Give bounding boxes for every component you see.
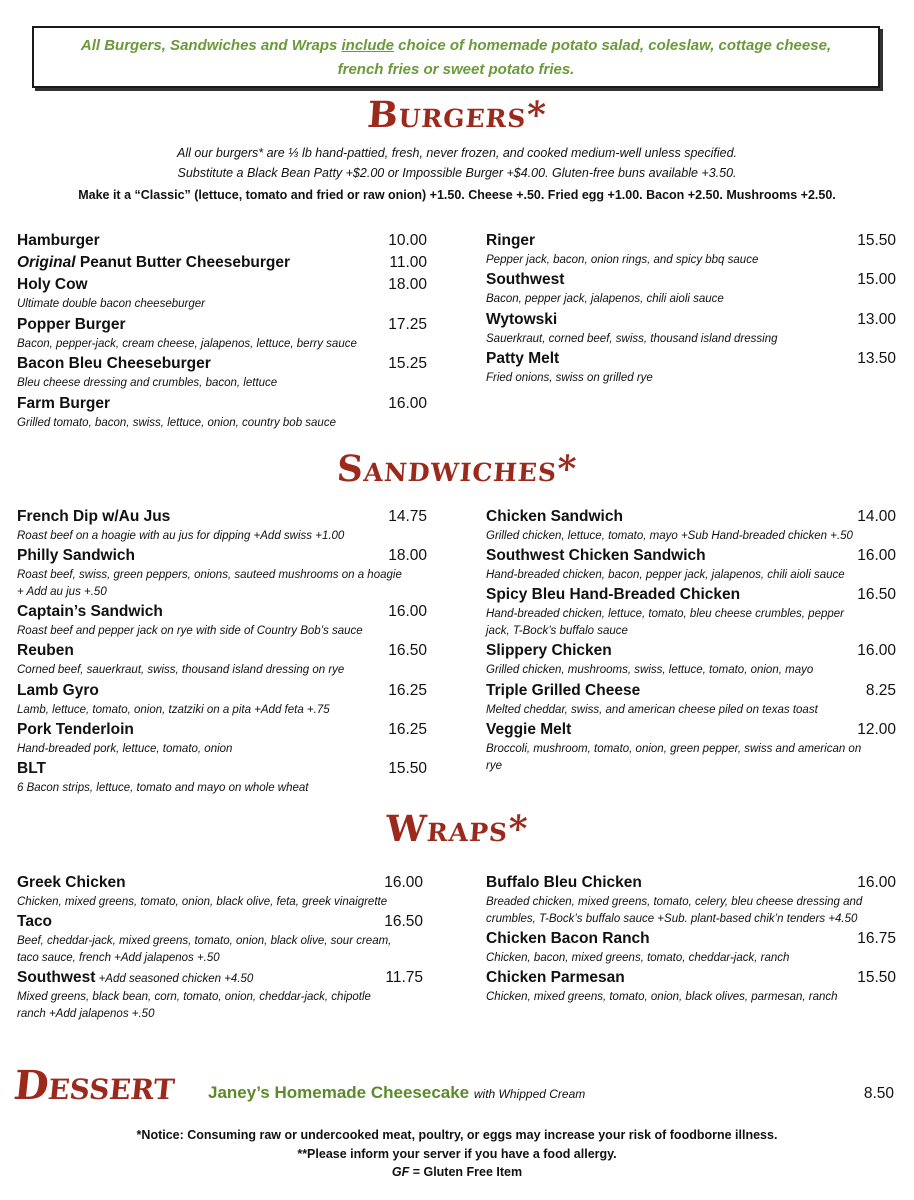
menu-item-name: Chicken Bacon Ranch xyxy=(486,930,650,947)
menu-item-desc: Chicken, bacon, mixed greens, tomato, cheddar-jack, ranch xyxy=(486,952,790,964)
menu-item-desc: Grilled chicken, mushrooms, swiss, lettuce, tomato, onion, mayo xyxy=(486,664,814,676)
banner-line-2: french fries or sweet potato fries. xyxy=(337,61,575,78)
menu-item-desc: Roast beef, swiss, green peppers, onions, sauteed mushrooms on a hoagie xyxy=(17,569,402,581)
menu-item-desc: ranch +Add jalapenos +.50 xyxy=(17,1008,155,1020)
dessert-price: 8.50 xyxy=(863,1085,894,1102)
menu-item-price: 18.00 xyxy=(388,547,427,564)
menu-item-price: 15.00 xyxy=(857,271,896,288)
menu-item-price: 11.75 xyxy=(385,969,423,986)
menu-item-desc: Sauerkraut, corned beef, swiss, thousand island dressing xyxy=(486,333,778,345)
menu-item-desc: jack, T-Bock’s buffalo sauce xyxy=(486,625,628,637)
menu-item-price: 13.00 xyxy=(857,311,896,328)
menu-item-name: Patty Melt xyxy=(486,350,560,367)
menu-item-price: 12.00 xyxy=(857,721,896,738)
menu-item-name: Slippery Chicken xyxy=(486,642,612,659)
menu-item-desc: Mixed greens, black bean, corn, tomato, onion, cheddar-jack, chipotle xyxy=(17,991,371,1003)
menu-item-price: 17.25 xyxy=(388,316,427,333)
sides-banner xyxy=(32,26,880,88)
menu-item-desc: taco sauce, french +Add jalapenos +.50 xyxy=(17,952,220,964)
menu-item-price: 16.25 xyxy=(388,721,427,738)
menu-item-desc: Pepper jack, bacon, onion rings, and spicy bbq sauce xyxy=(486,254,759,266)
dessert-extra: with Whipped Cream xyxy=(473,1087,586,1101)
menu-item-desc: crumbles, T-Bock’s buffalo sauce +Sub. plant-based chik’n tenders +4.50 xyxy=(486,913,858,925)
menu-item-name: Triple Grilled Cheese xyxy=(486,682,641,699)
menu-item-desc: Chicken, mixed greens, tomato, onion, black olives, parmesan, ranch xyxy=(486,991,838,1003)
menu-item-name: Buffalo Bleu Chicken xyxy=(486,874,642,891)
menu-item-desc: Bacon, pepper jack, jalapenos, chili aioli sauce xyxy=(486,293,724,305)
menu-item-price: 11.00 xyxy=(389,254,427,271)
menu-item-desc: Hand-breaded chicken, lettuce, tomato, bleu cheese crumbles, pepper xyxy=(486,608,844,620)
footer-notice: *Notice: Consuming raw or undercooked meat, poultry, or eggs may increase your risk of foodborne illness. xyxy=(136,1128,778,1142)
menu-item-price: 16.00 xyxy=(857,547,896,564)
menu-item-desc: Chicken, mixed greens, tomato, onion, black olive, feta, greek vinaigrette xyxy=(17,896,388,908)
menu-item-name: BLT xyxy=(17,760,46,777)
menu-item-desc: 6 Bacon strips, lettuce, tomato and mayo on whole wheat xyxy=(17,782,309,794)
menu-item-desc: Corned beef, sauerkraut, swiss, thousand island dressing on rye xyxy=(17,664,345,676)
menu-item-name: Reuben xyxy=(17,642,74,659)
menu-item-desc: Ultimate double bacon cheeseburger xyxy=(17,298,205,310)
menu-item-name: Original Peanut Butter Cheeseburger xyxy=(17,254,291,271)
menu-item-name: Farm Burger xyxy=(17,395,111,412)
menu-item-name: Philly Sandwich xyxy=(17,547,135,564)
menu-item-desc: Broccoli, mushroom, tomato, onion, green pepper, swiss and american on xyxy=(486,743,862,755)
menu-item-desc: Melted cheddar, swiss, and american cheese piled on texas toast xyxy=(486,704,818,716)
menu-item-price: 16.75 xyxy=(857,930,896,947)
menu-item-name: Greek Chicken xyxy=(17,874,126,891)
menu-item-desc: Hand-breaded pork, lettuce, tomato, onion xyxy=(17,743,233,755)
menu-item-name: Southwest +Add seasoned chicken +4.50 xyxy=(17,969,254,986)
menu-item-desc: Roast beef and pepper jack on rye with side of Country Bob’s sauce xyxy=(17,625,363,637)
menu-item-name: French Dip w/Au Jus xyxy=(17,508,171,525)
menu-item-addon: +Add seasoned chicken +4.50 xyxy=(95,973,254,985)
menu-item-name: Chicken Sandwich xyxy=(486,508,623,525)
menu-item-price: 14.00 xyxy=(857,508,896,525)
burgers-note-1: All our burgers* are ⅓ lb hand-pattied, fresh, never frozen, and cooked medium-well unless specified. xyxy=(176,146,738,160)
sandwiches-heading: Sandwiches* xyxy=(335,448,579,490)
menu-item-price: 15.50 xyxy=(388,760,427,777)
menu-item-price: 16.00 xyxy=(857,642,896,659)
menu-item-name: Taco xyxy=(17,913,53,930)
menu-item-price: 16.50 xyxy=(857,586,896,603)
menu-item-desc: Lamb, lettuce, tomato, onion, tzatziki on a pita +Add feta +.75 xyxy=(17,704,330,716)
menu-item-name: Wytowski xyxy=(486,311,558,328)
wraps-heading: Wraps* xyxy=(384,808,530,850)
menu-item-price: 16.50 xyxy=(384,913,423,930)
menu-item-price: 16.00 xyxy=(388,395,427,412)
menu-item-name: Hamburger xyxy=(17,232,100,249)
menu-item-name: Holy Cow xyxy=(17,276,88,293)
menu-item-desc: + Add au jus +.50 xyxy=(17,586,107,598)
banner-line-1: All Burgers, Sandwiches and Wraps include choice of homemade potato salad, coleslaw, cottage cheese, xyxy=(80,37,832,54)
dessert-item: Janey’s Homemade Cheesecake with Whipped Cream xyxy=(208,1083,586,1102)
menu-item-price: 18.00 xyxy=(388,276,427,293)
menu-item-desc: Breaded chicken, mixed greens, tomato, celery, bleu cheese dressing and xyxy=(486,896,863,908)
menu-item-desc: Grilled tomato, bacon, swiss, lettuce, onion, country bob sauce xyxy=(17,417,336,429)
menu-item-name: Bacon Bleu Cheeseburger xyxy=(17,355,211,372)
menu-item-desc: Bacon, pepper-jack, cream cheese, jalapenos, lettuce, berry sauce xyxy=(17,338,357,350)
menu-item-price: 8.25 xyxy=(865,682,896,699)
menu-item-price: 13.50 xyxy=(857,350,896,367)
menu-item-price: 15.25 xyxy=(388,355,427,372)
menu-item-name: Ringer xyxy=(486,232,536,249)
dessert-heading: Dessert xyxy=(11,1062,178,1109)
menu-item-desc: Hand-breaded chicken, bacon, pepper jack, jalapenos, chili aioli sauce xyxy=(486,569,845,581)
menu-item-price: 15.50 xyxy=(857,969,896,986)
burgers-note-2: Substitute a Black Bean Patty +$2.00 or Impossible Burger +$4.00. Gluten-free buns available +3.50. xyxy=(177,166,737,180)
menu-item-desc: Grilled chicken, lettuce, tomato, mayo +Sub Hand-breaded chicken +.50 xyxy=(486,530,853,542)
menu-item-desc: Fried onions, swiss on grilled rye xyxy=(486,372,653,384)
menu-item-name: Chicken Parmesan xyxy=(486,969,625,986)
menu-item-name: Southwest Chicken Sandwich xyxy=(486,547,706,564)
menu-item-name: Spicy Bleu Hand-Breaded Chicken xyxy=(486,586,741,603)
menu-item-price: 15.50 xyxy=(857,232,896,249)
menu-item-price: 10.00 xyxy=(388,232,427,249)
burgers-note-3: Make it a “Classic” (lettuce, tomato and fried or raw onion) +1.50. Cheese +.50. Fried egg +1.00. Bacon +2.50. Mushrooms +2.50. xyxy=(78,188,836,202)
menu-item-price: 16.00 xyxy=(857,874,896,891)
menu-item-name: Captain’s Sandwich xyxy=(17,603,163,620)
menu-item-price: 16.00 xyxy=(384,874,423,891)
menu-item-desc: Bleu cheese dressing and crumbles, bacon, lettuce xyxy=(17,377,278,389)
menu-item-name: Pork Tenderloin xyxy=(17,721,134,738)
menu-item-price: 14.75 xyxy=(388,508,427,525)
menu-item-price: 16.50 xyxy=(388,642,427,659)
menu-item-name: Veggie Melt xyxy=(486,721,572,738)
menu-item-name: Lamb Gyro xyxy=(17,682,99,699)
menu-item-desc: rye xyxy=(486,760,502,772)
menu-item-name: Popper Burger xyxy=(17,316,126,333)
menu-item-desc: Roast beef on a hoagie with au jus for dipping +Add swiss +1.00 xyxy=(17,530,345,542)
footer-gf: GF = Gluten Free Item xyxy=(391,1165,523,1179)
burgers-heading: Burgers* xyxy=(365,94,548,136)
menu-item-desc: Beef, cheddar-jack, mixed greens, tomato, onion, black olive, sour cream, xyxy=(17,935,392,947)
footer-allergy: **Please inform your server if you have a food allergy. xyxy=(297,1147,617,1161)
menu-item-price: 16.00 xyxy=(388,603,427,620)
menu-item-name: Southwest xyxy=(486,271,565,288)
menu-item-price: 16.25 xyxy=(388,682,427,699)
